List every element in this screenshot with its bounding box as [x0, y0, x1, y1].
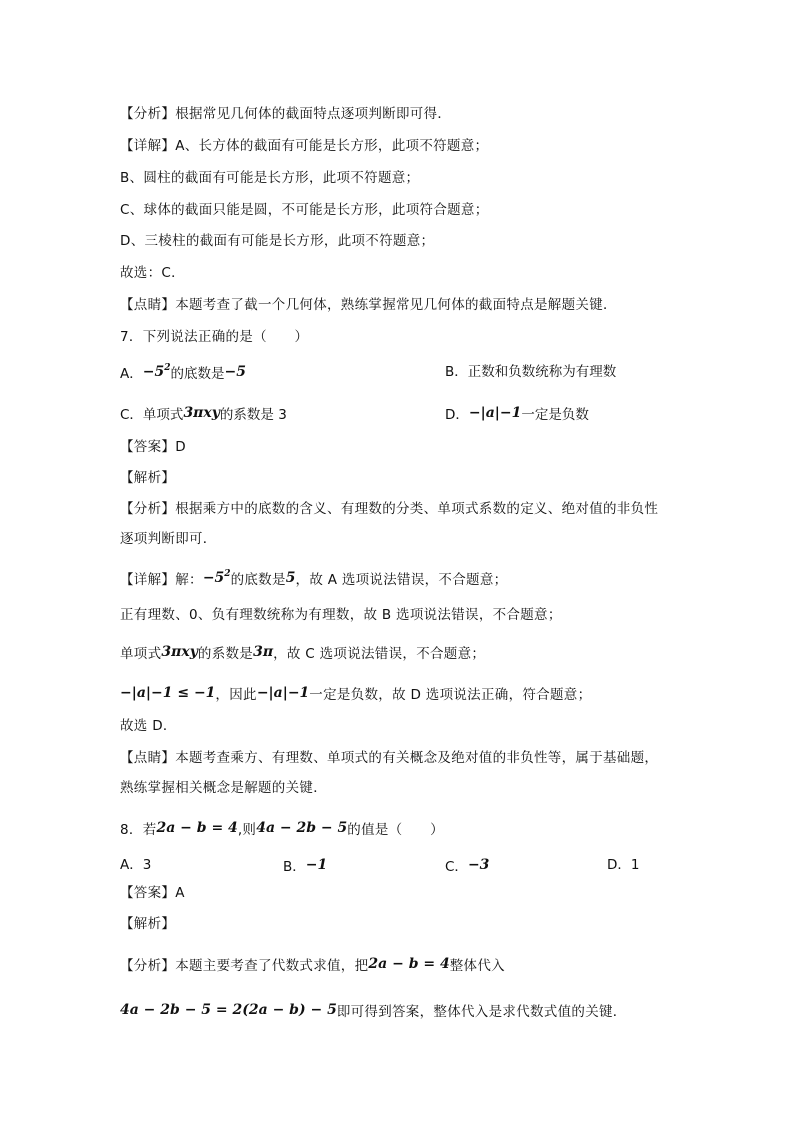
q7-option-d: D．−|a|−1一定是负数: [445, 405, 589, 423]
q7-detail-d: −|a|−1 ≤ −1，因此−|a|−1一定是负数，故 D 选项说法正确，符合题意；: [120, 685, 592, 703]
q8-option-a: A．3: [120, 857, 152, 873]
prev-detail-c: C、球体的截面只能是圆，不可能是长方形，此项符合题意；: [120, 202, 489, 218]
q7-detail-c: 单项式3πxy的系数是3π，故 C 选项说法错误，不合题意；: [120, 644, 486, 662]
q8-analysis-continued: 4a − 2b − 5 = 2(2a − b) − 5即可得到答案，整体代入是求代数式值的关键．: [120, 1002, 627, 1020]
q7-answer: 【答案】D: [120, 439, 186, 455]
q7-option-b: B．正数和负数统称为有理数: [445, 364, 617, 380]
q8-option-c: C．−3: [445, 857, 490, 875]
q8-option-d: D．1: [607, 857, 640, 873]
q8-stem: 8．若2a − b = 4,则4a − 2b − 5的值是（ ）: [120, 820, 444, 838]
q7-detail-a: 【详解】解：$-5^2$的底数是5，故 A 选项说法错误，不合题意；: [120, 569, 508, 588]
q7-analysis-line2: 逐项判断即可．: [120, 531, 217, 547]
q7-stem: 7．下列说法正确的是（ ）: [120, 329, 309, 345]
q8-option-b: B．−1: [283, 857, 328, 875]
q7-option-a: A．$-5^2$的底数是−5: [120, 363, 246, 382]
prev-choice: 故选：C．: [120, 265, 185, 281]
q8-analysis: 【分析】本题主要考查了代数式求值，把2a − b = 4整体代入: [120, 956, 505, 974]
q7-comment-line1: 【点睛】本题考查乘方、有理数、单项式的有关概念及绝对值的非负性等，属于基础题，: [120, 750, 659, 766]
prev-comment: 【点睛】本题考查了截一个几何体，熟练掌握常见几何体的截面特点是解题关键．: [120, 297, 617, 313]
q8-solution-heading: 【解析】: [120, 916, 176, 932]
prev-detail-b: B、圆柱的截面有可能是长方形，此项不符题意；: [120, 170, 420, 186]
q7-option-c: C．单项式3πxy的系数是 3: [120, 405, 287, 423]
prev-detail-a: 【详解】A、长方体的截面有可能是长方形，此项不符题意；: [120, 138, 489, 154]
q7-detail-b: 正有理数、0、负有理数统称为有理数，故 B 选项说法错误，不合题意；: [120, 607, 562, 623]
prev-detail-d: D、三棱柱的截面有可能是长方形，此项不符题意；: [120, 233, 435, 249]
prev-analysis: 【分析】根据常见几何体的截面特点逐项判断即可得．: [120, 106, 452, 122]
q7-analysis-line1: 【分析】根据乘方中的底数的含义、有理数的分类、单项式系数的定义、绝对值的非负性: [120, 501, 659, 517]
q7-choice: 故选 D．: [120, 718, 177, 734]
q8-answer: 【答案】A: [120, 885, 185, 901]
q7-solution-heading: 【解析】: [120, 470, 176, 486]
q7-comment-line2: 熟练掌握相关概念是解题的关键．: [120, 780, 327, 796]
